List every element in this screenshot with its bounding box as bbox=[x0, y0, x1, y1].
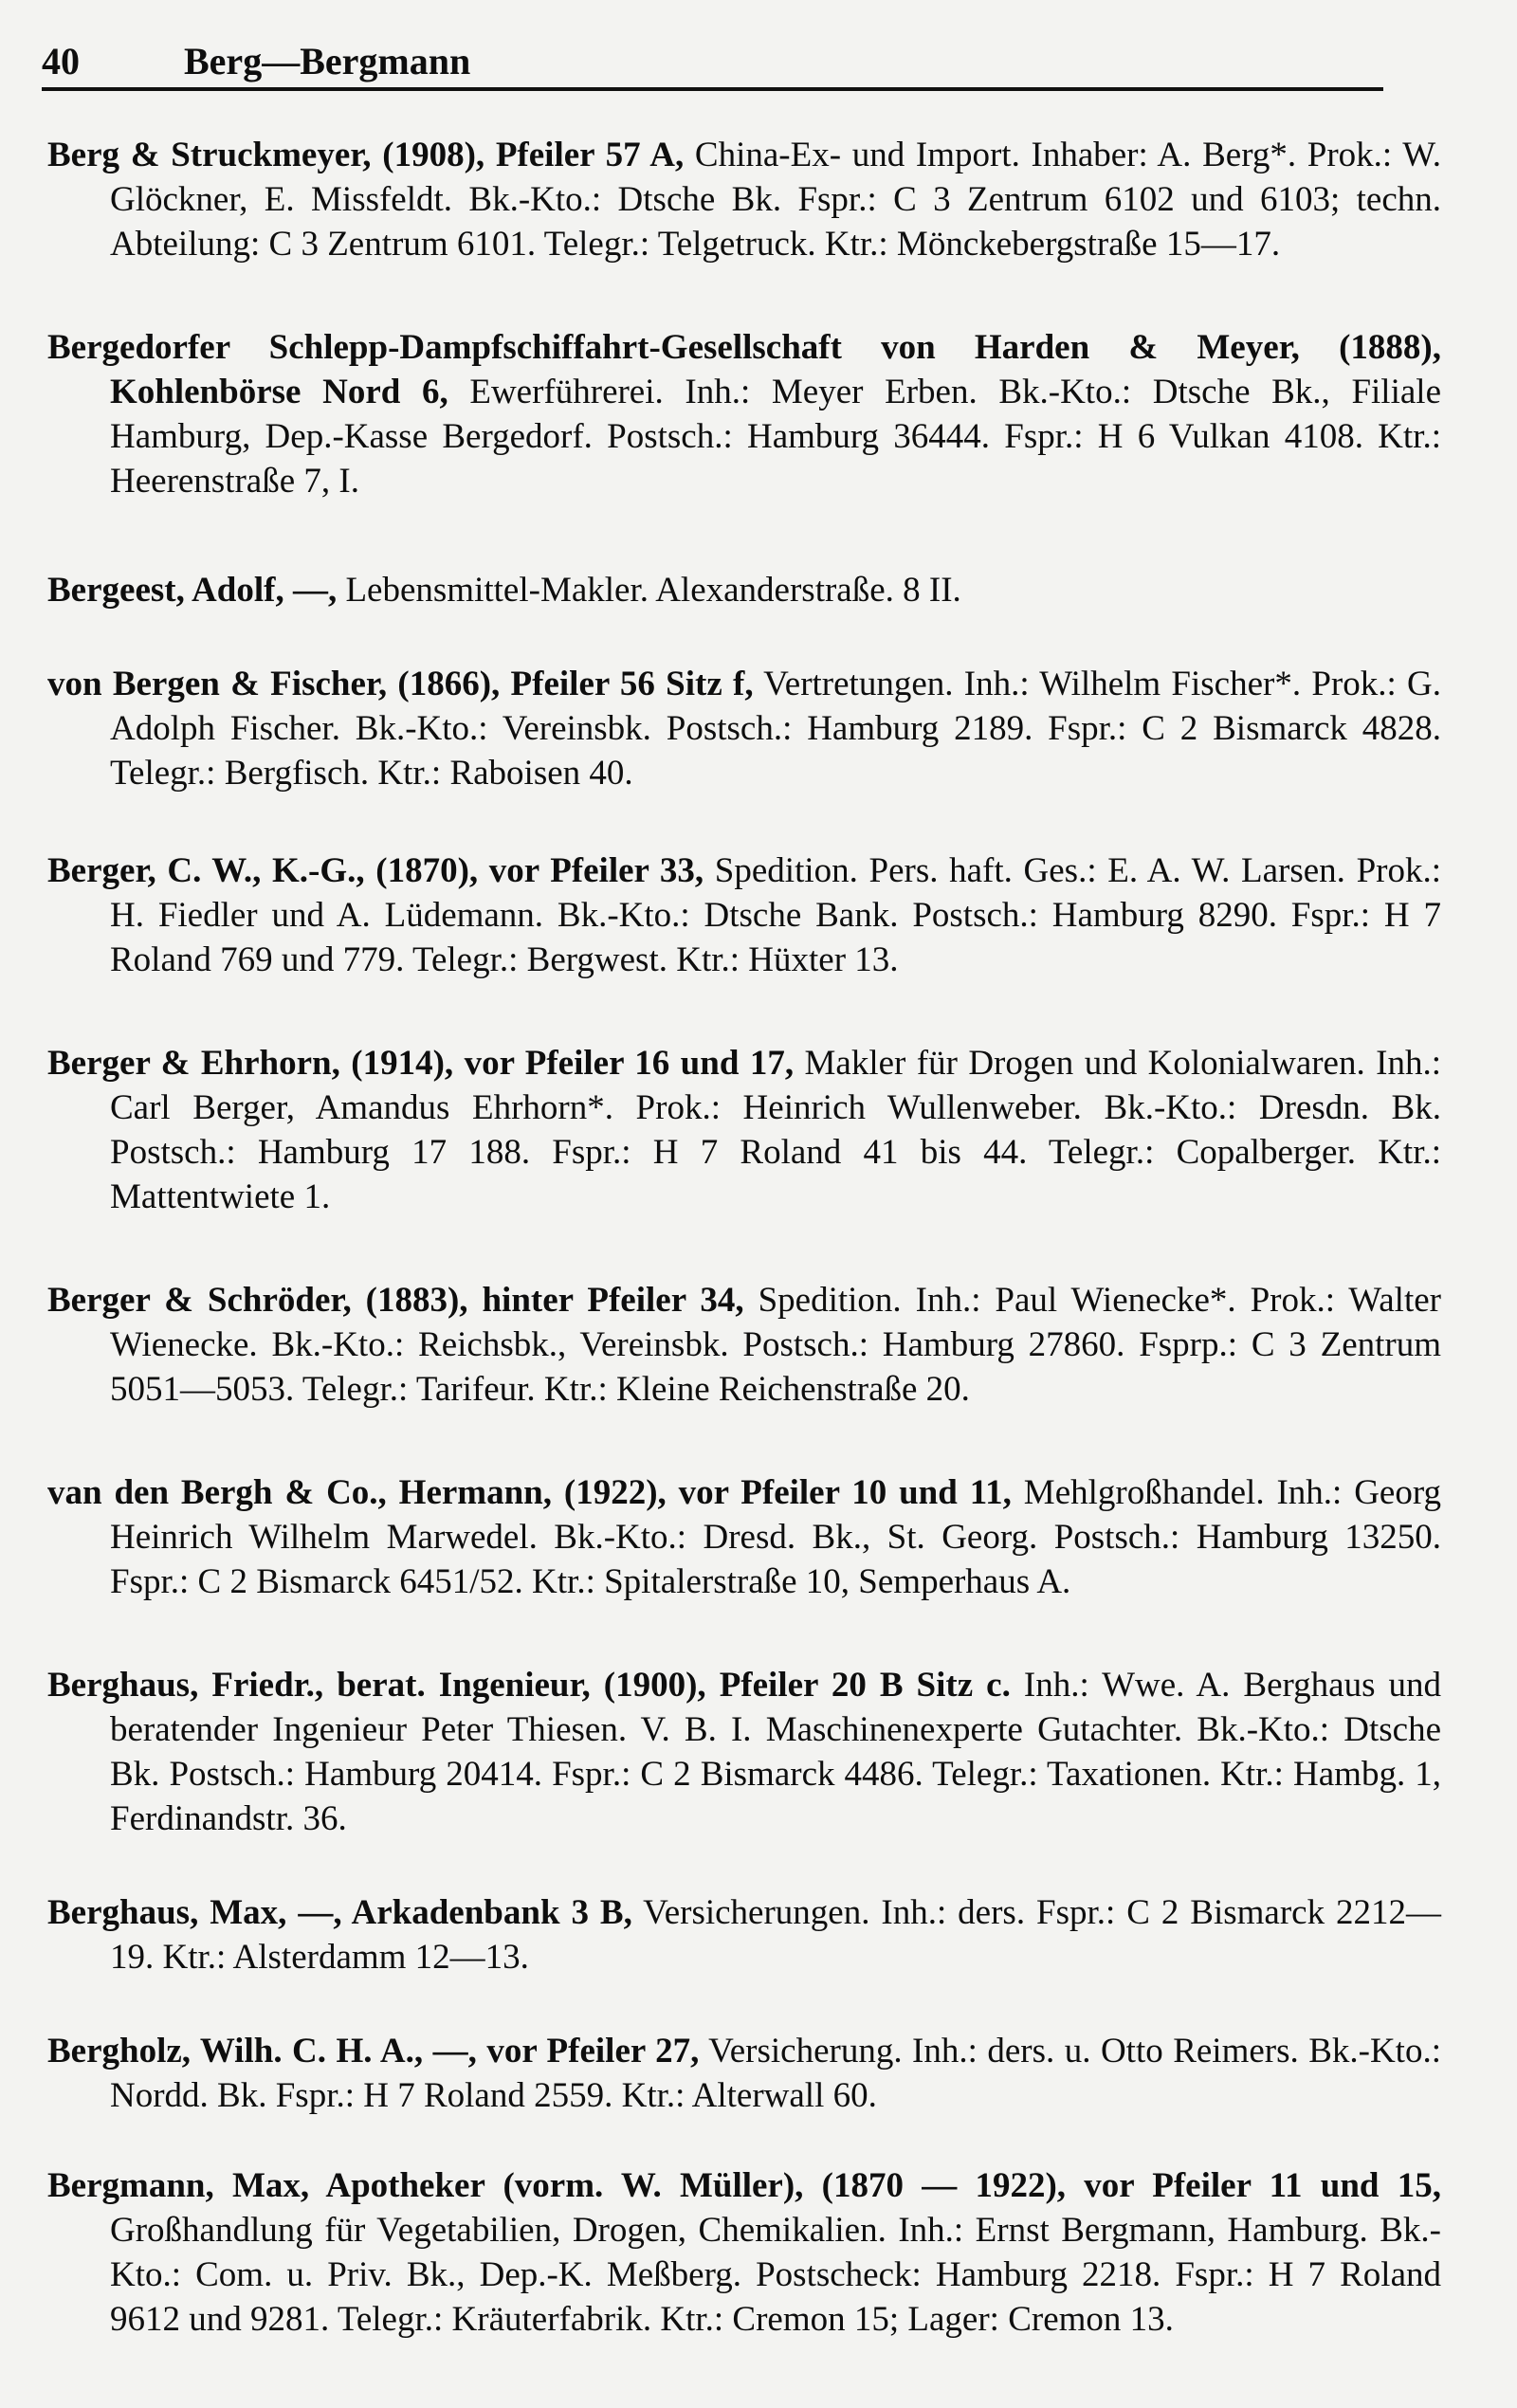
entry-name: Berghaus, Max, —, Arkadenbank 3 B, bbox=[47, 1893, 632, 1932]
entry-name: van den Bergh & Co., Hermann, (1922), vor Pfeiler 10 und 11, bbox=[47, 1473, 1012, 1512]
running-title: Berg—Bergmann bbox=[184, 40, 471, 82]
entry-name: Bergeest, Adolf, —, bbox=[47, 571, 338, 610]
header-rule bbox=[42, 87, 1383, 91]
entry-name: Berghaus, Friedr., berat. Ingenieur, (1900), Pfeiler 20 B Sitz c. bbox=[47, 1666, 1011, 1705]
directory-entry bbox=[47, 1890, 1441, 1979]
directory-entry bbox=[47, 1278, 1441, 1412]
directory-entry bbox=[47, 1041, 1441, 1219]
entry-name: Bergmann, Max, Apotheker (vorm. W. Müller), (1870 — 1922), vor Pfeiler 11 und 15, bbox=[47, 2166, 1441, 2205]
entry-text: Spedition. Pers. haft. Ges.: E. A. W. Larsen. Prok.: H. Fiedler und A. Lüdemann. Bk.-Kto.: Dtsche Bank. Postsch.: Hamburg 8290. Fspr.: H 7 Roland 769 und 779. Telegr.: Bergwest. Ktr.: Hüxter 13. bbox=[110, 851, 1441, 979]
entry-text: Versicherung. Inh.: ders. u. Otto Reimers. Bk.-Kto.: Nordd. Bk. Fspr.: H 7 Roland 2559. Ktr.: Alterwall 60. bbox=[110, 2032, 1441, 2115]
entry-text: Versicherungen. Inh.: ders. Fspr.: C 2 Bismarck 2212—19. Ktr.: Alsterdamm 12—13. bbox=[110, 1893, 1441, 1977]
entry-text: China-Ex- und Import. Inhaber: A. Berg*. Prok.: W. Glöckner, E. Missfeldt. Bk.-Kto.: Dtsche Bk. Fspr.: C 3 Zentrum 6102 und 6103; techn. Abteilung: C 3 Zentrum 6101. Telegr.: Telgetruck. Ktr.: Mönckebergstraße 15—17. bbox=[110, 136, 1441, 264]
page-header bbox=[42, 28, 1388, 83]
entry-name: Bergedorfer Schlepp-Dampfschiffahrt-Gesellschaft von Harden & Meyer, (1888), Kohlenbörse Nord 6, bbox=[47, 328, 1441, 411]
directory-entry bbox=[47, 1663, 1441, 1841]
entry-name: Bergholz, Wilh. C. H. A., —, vor Pfeiler 27, bbox=[47, 2032, 700, 2071]
page-number: 40 bbox=[42, 40, 80, 82]
entry-name: Berger & Schröder, (1883), hinter Pfeiler 34, bbox=[47, 1281, 744, 1320]
entry-name: Berger, C. W., K.-G., (1870), vor Pfeiler 33, bbox=[47, 851, 704, 890]
entry-text: Spedition. Inh.: Paul Wienecke*. Prok.: Walter Wienecke. Bk.-Kto.: Reichsbk., Vereinsbk. Postsch.: Hamburg 27860. Fsprp.: C 3 Zentrum 5051—5053. Telegr.: Tarifeur. Ktr.: Kleine Reichenstraße 20. bbox=[110, 1281, 1441, 1409]
directory-entry bbox=[47, 568, 1441, 612]
directory-entry bbox=[47, 848, 1441, 982]
entry-text: Großhandlung für Vegetabilien, Drogen, Chemikalien. Inh.: Ernst Bergmann, Hamburg. Bk.-Kto.: Com. u. Priv. Bk., Dep.-K. Meßberg. Postscheck: Hamburg 2218. Fspr.: H 7 Roland 9612 und 9281. Telegr.: Kräuterfabrik. Ktr.: Cremon 15; Lager: Cremon 13. bbox=[110, 2211, 1441, 2339]
directory-entry bbox=[47, 133, 1441, 266]
directory-entry bbox=[47, 325, 1441, 503]
entry-text: Lebensmittel-Makler. Alexanderstraße. 8 II. bbox=[337, 571, 961, 610]
entry-text: Makler für Drogen und Kolonialwaren. Inh.: Carl Berger, Amandus Ehrhorn*. Prok.: Heinrich Wullenweber. Bk.-Kto.: Dresdn. Bk. Postsch.: Hamburg 17 188. Fspr.: H 7 Roland 41 bis 44. Telegr.: Copalberger. Ktr.: Mattentwiete 1. bbox=[110, 1044, 1441, 1216]
directory-entry bbox=[47, 1470, 1441, 1604]
entry-list bbox=[47, 133, 1441, 2377]
entry-text: Ewerführerei. Inh.: Meyer Erben. Bk.-Kto.: Dtsche Bk., Filiale Hamburg, Dep.-Kasse Bergedorf. Postsch.: Hamburg 36444. Fspr.: H 6 Vulkan 4108. Ktr.: Heerenstraße 7, I. bbox=[110, 373, 1441, 501]
entry-text: Mehlgroßhandel. Inh.: Georg Heinrich Wilhelm Marwedel. Bk.-Kto.: Dresd. Bk., St. Georg. Postsch.: Hamburg 13250. Fspr.: C 2 Bismarck 6451/52. Ktr.: Spitalerstraße 10, Semperhaus A. bbox=[110, 1473, 1441, 1601]
entry-name: Berger & Ehrhorn, (1914), vor Pfeiler 16 und 17, bbox=[47, 1044, 795, 1083]
entry-text: Vertretungen. Inh.: Wilhelm Fischer*. Prok.: G. Adolph Fischer. Bk.-Kto.: Vereinsbk. Postsch.: Hamburg 2189. Fspr.: C 2 Bismarck 4828. Telegr.: Bergfisch. Ktr.: Raboisen 40. bbox=[110, 665, 1442, 793]
directory-entry bbox=[47, 662, 1441, 795]
entry-text: Inh.: Wwe. A. Berghaus und beratender Ingenieur Peter Thiesen. V. B. I. Maschinenexperte Gutachter. Bk.-Kto.: Dtsche Bk. Postsch.: Hamburg 20414. Fspr.: C 2 Bismarck 4486. Telegr.: Taxationen. Ktr.: Hambg. 1, Ferdinandstr. 36. bbox=[110, 1666, 1441, 1838]
directory-entry bbox=[47, 2163, 1441, 2342]
directory-entry bbox=[47, 2029, 1441, 2118]
entry-name: von Bergen & Fischer, (1866), Pfeiler 56 Sitz f, bbox=[47, 665, 754, 703]
entry-name: Berg & Struckmeyer, (1908), Pfeiler 57 A, bbox=[47, 136, 685, 174]
